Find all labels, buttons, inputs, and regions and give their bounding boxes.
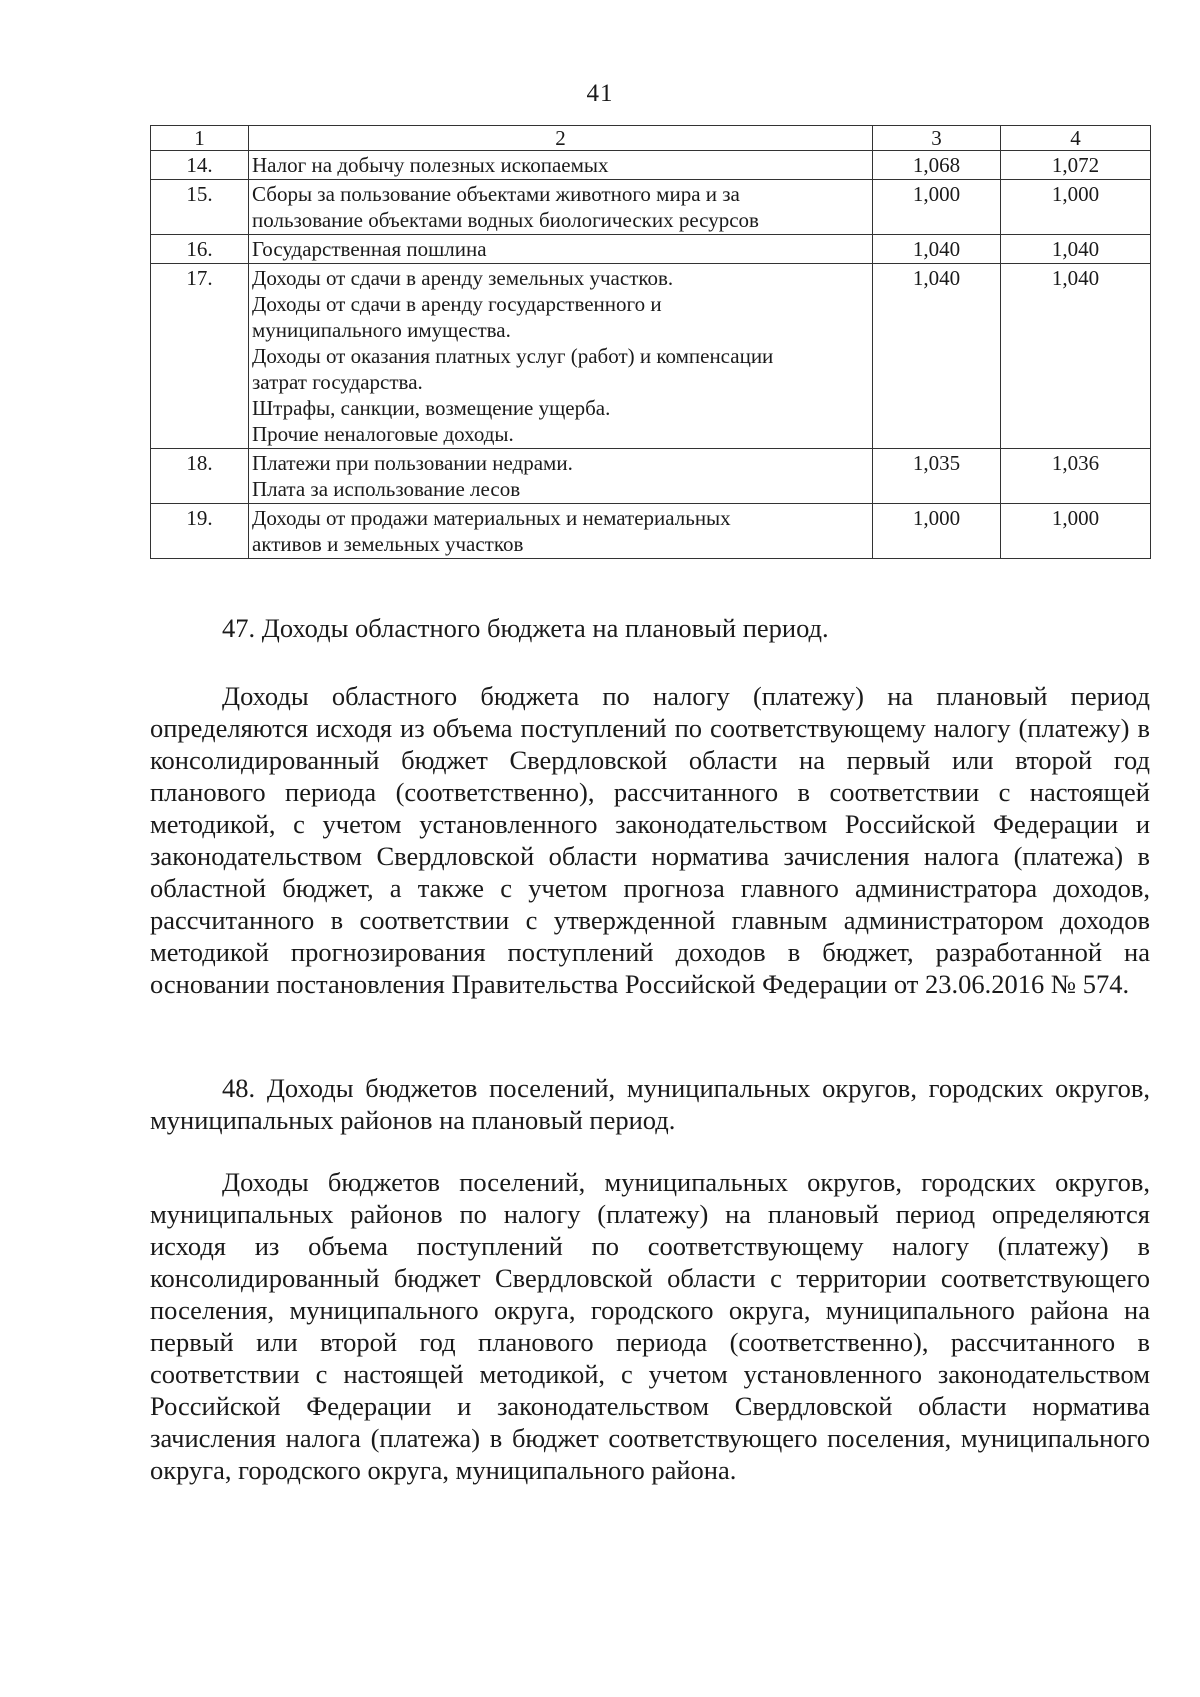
- section-48-heading: 48. Доходы бюджетов поселений, муниципальных округов, городских округов, муниципальных районов на плановый период.: [150, 1073, 1150, 1135]
- table-row: [151, 180, 1151, 235]
- coefficient-col3: 1,040: [873, 264, 1001, 449]
- revenue-type-line: затрат государства.: [252, 370, 423, 394]
- coefficient-col3: 1,068: [873, 151, 1001, 180]
- row-number: 19.: [151, 504, 249, 559]
- section-47-body: Доходы областного бюджета по налогу (платежу) на плановый период определяются исходя из объема поступлений по соответствующему налогу (платежу) в консолидированный бюджет Свердловской области на первый или второй год планового периода (соответственно), рассчитанного в соответствии с настоящей методикой, с учетом установленного законодательством Российской Федерации и законодательством Свердловской области норматива зачисления налога (платежа) в областной бюджет, а также с учетом прогноза главного администратора доходов, рассчитанного в соответствии с утвержденной главным администратором доходов методикой прогнозирования поступлений доходов в бюджет, разработанной на основании постановления Правительства Российской Федерации от 23.06.2016 № 574.: [150, 681, 1150, 999]
- revenue-type-line: активов и земельных участков: [252, 532, 524, 556]
- revenue-type-line: муниципального имущества.: [252, 318, 511, 342]
- revenue-type-line: Штрафы, санкции, возмещение ущерба.: [252, 396, 611, 420]
- coefficient-col3: 1,000: [873, 504, 1001, 559]
- revenue-type: [249, 449, 873, 504]
- coefficient-col4: 1,036: [1001, 449, 1151, 504]
- table-row: [151, 449, 1151, 504]
- revenue-type-line: пользование объектами водных биологических ресурсов: [252, 208, 759, 232]
- table-row: [151, 504, 1151, 559]
- column-header: 2: [249, 126, 873, 151]
- coefficient-col4: 1,000: [1001, 180, 1151, 235]
- revenue-type: [249, 235, 873, 264]
- revenue-type: [249, 151, 873, 180]
- coefficient-col4: 1,040: [1001, 264, 1151, 449]
- row-number: 17.: [151, 264, 249, 449]
- row-number: 18.: [151, 449, 249, 504]
- coefficient-col3: 1,040: [873, 235, 1001, 264]
- revenue-type-line: Плата за использование лесов: [252, 477, 521, 501]
- revenue-type-line: Сборы за пользование объектами животного мира и за: [252, 182, 740, 206]
- table-row: [151, 151, 1151, 180]
- revenue-type-line: Доходы от оказания платных услуг (работ) и компенсации: [252, 344, 774, 368]
- revenue-type-line: Прочие неналоговые доходы.: [252, 422, 514, 446]
- table-header-row: [151, 126, 1151, 151]
- table-row: [151, 235, 1151, 264]
- coefficient-col4: 1,072: [1001, 151, 1151, 180]
- column-header: 4: [1001, 126, 1151, 151]
- revenue-type: [249, 264, 873, 449]
- column-header: 1: [151, 126, 249, 151]
- revenue-type-line: Доходы от продажи материальных и нематериальных: [252, 506, 731, 530]
- section-47-heading: 47. Доходы областного бюджета на плановый период.: [222, 613, 829, 643]
- revenue-type-line: Доходы от сдачи в аренду земельных участков.: [252, 266, 674, 290]
- coefficient-col4: 1,000: [1001, 504, 1151, 559]
- row-number: 15.: [151, 180, 249, 235]
- revenue-type-line: Налог на добычу полезных ископаемых: [252, 153, 609, 177]
- column-header: 3: [873, 126, 1001, 151]
- revenue-type-line: Государственная пошлина: [252, 237, 487, 261]
- coefficients-table: [150, 125, 1151, 559]
- page-number: 41: [586, 80, 614, 107]
- section-48-body: Доходы бюджетов поселений, муниципальных округов, городских округов, муниципальных районов по налогу (платежу) на плановый период определяются исходя из объема поступлений по соответствующему налогу (платежу) в консолидированный бюджет Свердловской области с территории соответствующего поселения, муниципального округа, городского округа, муниципального района на первый или второй год планового периода (соответственно), рассчитанного в соответствии с настоящей методикой, с учетом установленного законодательством Российской Федерации и законодательством Свердловской области норматива зачисления налога (платежа) в бюджет соответствующего поселения, муниципального округа, городского округа, муниципального района.: [150, 1167, 1150, 1485]
- coefficient-col4: 1,040: [1001, 235, 1151, 264]
- coefficient-col3: 1,000: [873, 180, 1001, 235]
- revenue-type-line: Доходы от сдачи в аренду государственного и: [252, 292, 662, 316]
- revenue-type: [249, 180, 873, 235]
- table-row: [151, 264, 1151, 449]
- row-number: 14.: [151, 151, 249, 180]
- row-number: 16.: [151, 235, 249, 264]
- coefficient-col3: 1,035: [873, 449, 1001, 504]
- revenue-type-line: Платежи при пользовании недрами.: [252, 451, 573, 475]
- revenue-type: [249, 504, 873, 559]
